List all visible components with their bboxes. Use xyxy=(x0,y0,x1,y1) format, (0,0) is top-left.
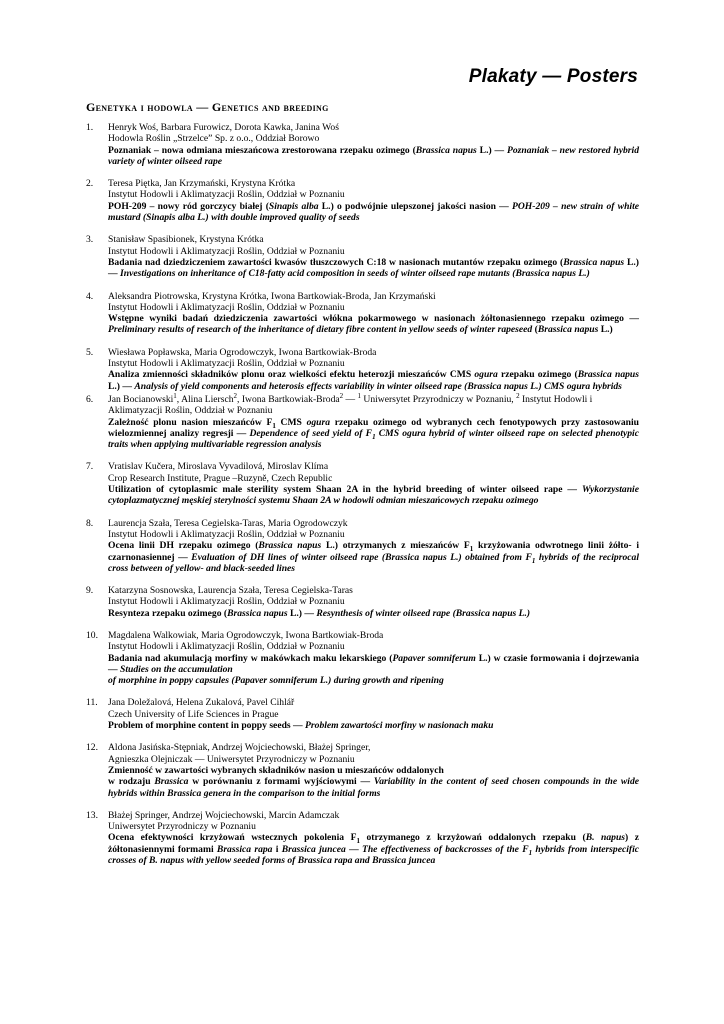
authors: Aleksandra Piotrowska, Krystyna Krótka, Iwona Bartkowiak-Broda, Jan Krzymański xyxy=(108,290,436,302)
affiliation: Instytut Hodowli i Aklimatyzacji Roślin, Oddział w Poznaniu xyxy=(108,358,345,370)
affiliation: Czech University of Life Sciences in Prague xyxy=(108,708,279,720)
authors: Magdalena Walkowiak, Maria Ogrodowczyk, Iwona Bartkowiak-Broda xyxy=(108,629,384,641)
affiliation: Uniwersytet Przyrodniczy w Poznaniu xyxy=(108,821,256,833)
poster-title: Ocena linii DH rzepaku ozimego (Brassica napus L.) otrzymanych z mieszańców $F_1$ krzyżowania odwrotnego linii żółto- i czarnonasiennej — Evaluation of DH lines of winter oilseed rape (Brassica napus L.) obtained from $F_1$ hybrids of the reciprocal cross between of yellow- and black-seeded lines xyxy=(108,540,639,574)
poster-list xyxy=(86,122,639,877)
poster-title: Wstępne wyniki badań dziedziczenia zawartości włókna pokarmowego w nasionach żółtonasiennego rzepaku ozimego — Preliminary results of research of the inheritance of dietary fibre content in yellow seeds of winter rapeseed (Brassica napus L.) xyxy=(108,313,639,336)
item-number: 3. xyxy=(86,234,94,246)
list-item xyxy=(86,518,639,574)
poster-title: Ocena efektywności krzyżowań wstecznych pokolenia $F_1$ otrzymanego z krzyżowań oddalonych rzepaku (B. napus) z żółtonasiennymi formami Brassica rapa i Brassica juncea — The effectiveness of backcrosses of the $F_1$ hybrids from interspecific crosses of B. napus with yellow seeded forms of Brassica rapa and Brassica juncea xyxy=(108,832,640,867)
authors: Wiesława Popławska, Maria Ogrodowczyk, Iwona Bartkowiak-Broda xyxy=(108,346,377,358)
poster-title: Resynteza rzepaku ozimego (Brassica napus L.) — Resynthesis of winter oilseed rape (Brassica napus L.) xyxy=(108,607,531,619)
authors: Vratislav Kučera, Miroslava Vyvadilová, Miroslav Klíma xyxy=(108,461,329,473)
item-number: 13. xyxy=(86,809,98,821)
affiliation: Instytut Hodowli i Aklimatyzacji Roślin, Oddział w Poznaniu xyxy=(108,189,345,201)
list-item xyxy=(86,122,639,167)
item-number: 5. xyxy=(86,346,94,358)
affiliation: Instytut Hodowli i Aklimatyzacji Roślin, Oddział w Poznaniu xyxy=(108,301,345,313)
poster-title: Analiza zmienności składników plonu oraz wielkości efektu heterozji mieszańców CMS ogura rzepaku ozimego (Brassica napus L.) — Analysis of yield components and heterosis effects variability in winter oilseed rape (Brassica napus L.) CMS ogura hybrids xyxy=(108,369,639,392)
poster-title: Badania nad akumulacją morfiny w makówkach maku lekarskiego (Papaver somniferum L.) w czasie formowania i dojrzewania — Studies on the accumulation of morphine in poppy capsules (Papaver somniferum L.) during growth and ripening xyxy=(108,652,639,687)
poster-title: POH-209 – nowy ród gorczycy białej (Sinapis alba L.) o podwójnie ulepszonej jakości nasion — POH-209 – new strain of white mustard (Sinapis alba L.) with double improved quality of seeds xyxy=(108,200,639,224)
list-item xyxy=(86,461,639,506)
poster-title: Utilization of cytoplasmic male sterility system Shaan 2A in the hybrid breeding of winter oilseed rape — Wykorzystanie cytoplazmatycznej męskiej sterylności systemu Shaan 2A w hodowli odmian mieszańcowych rzepaku ozimego xyxy=(108,484,639,507)
authors: Stanisław Spasibionek, Krystyna Krótka xyxy=(108,234,264,246)
section-heading: Genetyka i hodowla — Genetics and breeding xyxy=(86,100,329,114)
list-item xyxy=(86,391,639,451)
list-item xyxy=(86,347,639,392)
poster-title: Badania nad dziedziczeniem zawartości kwasów tłuszczowych C:18 w nasionach mutantów rzepaku ozimego (Brassica napus L.) — Investigations on inheritance of C18-fatty acid composition in seeds of winter oilseed rape mutants (Brassica napus L.) xyxy=(108,256,639,280)
affiliation: Instytut Hodowli i Aklimatyzacji Roślin, Oddział w Poznaniu xyxy=(108,596,345,608)
page-title: Plakaty — Posters xyxy=(468,66,638,87)
authors: Laurencja Szała, Teresa Cegielska-Taras, Maria Ogrodowczyk xyxy=(108,517,348,529)
list-item xyxy=(86,742,639,798)
authors: Aldona Jasińska-Stępniak, Andrzej Wojciechowski, Błażej Springer, xyxy=(108,742,371,754)
item-number: 4. xyxy=(86,290,94,302)
list-item xyxy=(86,178,639,223)
poster-title: Zmienność w zawartości wybranych składników nasion u mieszańców oddalonych w rodzaju Brassica w porównaniu z formami wyjściowymi — Variability in the content of seed chosen compounds in the wide hybrids within Brassica genera in the comparison to the initial forms xyxy=(108,764,639,799)
item-number: 8. xyxy=(86,517,94,529)
authors: Jan Bocianowski$^1$, Alina Liersch$^2$, Iwona Bartkowiak-Broda$^2$ — $^1$ Uniwersytet Przyrodniczy w Poznaniu, $^2$ Instytut Hodowli i Aklimatyzacji Roślin, Oddział w Poznaniu xyxy=(108,391,593,417)
poster-title: Poznaniak – nowa odmiana mieszańcowa zrestorowana rzepaku ozimego (Brassica napus L.) — Poznaniak – new restored hybrid variety of winter oilseed rape xyxy=(108,144,639,167)
affiliation: Hodowla Roślin „Strzelce” Sp. z o.o., Oddział Borowo xyxy=(108,133,320,145)
item-number: 12. xyxy=(86,742,98,754)
affiliation: Instytut Hodowli i Aklimatyzacji Roślin, Oddział w Poznaniu xyxy=(108,528,345,540)
list-item xyxy=(86,291,639,336)
authors: Henryk Woś, Barbara Furowicz, Dorota Kawka, Janina Woś xyxy=(108,122,339,133)
authors: Błażej Springer, Andrzej Wojciechowski, Marcin Adamczak xyxy=(108,809,340,821)
authors: Katarzyna Sosnowska, Laurencja Szała, Teresa Cegielska-Taras xyxy=(108,585,353,597)
affiliation: Instytut Hodowli i Aklimatyzacji Roślin, Oddział w Poznaniu xyxy=(108,245,345,257)
list-item xyxy=(86,234,639,279)
item-number: 7. xyxy=(86,461,94,473)
list-item xyxy=(86,810,639,866)
item-number: 9. xyxy=(86,585,94,597)
list-item xyxy=(86,585,639,619)
item-number: 11. xyxy=(86,697,98,709)
authors: Teresa Piętka, Jan Krzymański, Krystyna Krótka xyxy=(108,178,296,190)
list-item xyxy=(86,697,639,731)
item-number: 10. xyxy=(86,629,98,641)
item-number: 2. xyxy=(86,178,94,190)
item-number: 6. xyxy=(86,393,94,405)
poster-title: Zależność plonu nasion mieszańców $F_1$ CMS ogura rzepaku ozimego od wybranych cech fenotypowych przy zastosowaniu wielozmiennej analizy regresji — Dependence of seed yield of $F_1$ CMS ogura hybrid of winter oilseed rape on selected phenotypic traits when applying multivariable regression analysis xyxy=(108,416,639,451)
affiliation: Instytut Hodowli i Aklimatyzacji Roślin, Oddział w Poznaniu xyxy=(108,641,345,653)
list-item xyxy=(86,630,639,686)
authors: Jana Doležalová, Helena Zukalová, Pavel Cihlář xyxy=(108,697,295,709)
affiliation: Crop Research Institute, Prague –Ruzyně, Czech Republic xyxy=(108,472,333,484)
affiliation: Agnieszka Olejniczak — Uniwersytet Przyrodniczy w Poznaniu xyxy=(108,753,355,765)
poster-title: Problem of morphine content in poppy seeds — Problem zawartości morfiny w nasionach maku xyxy=(108,720,494,732)
item-number: 1. xyxy=(86,122,94,133)
